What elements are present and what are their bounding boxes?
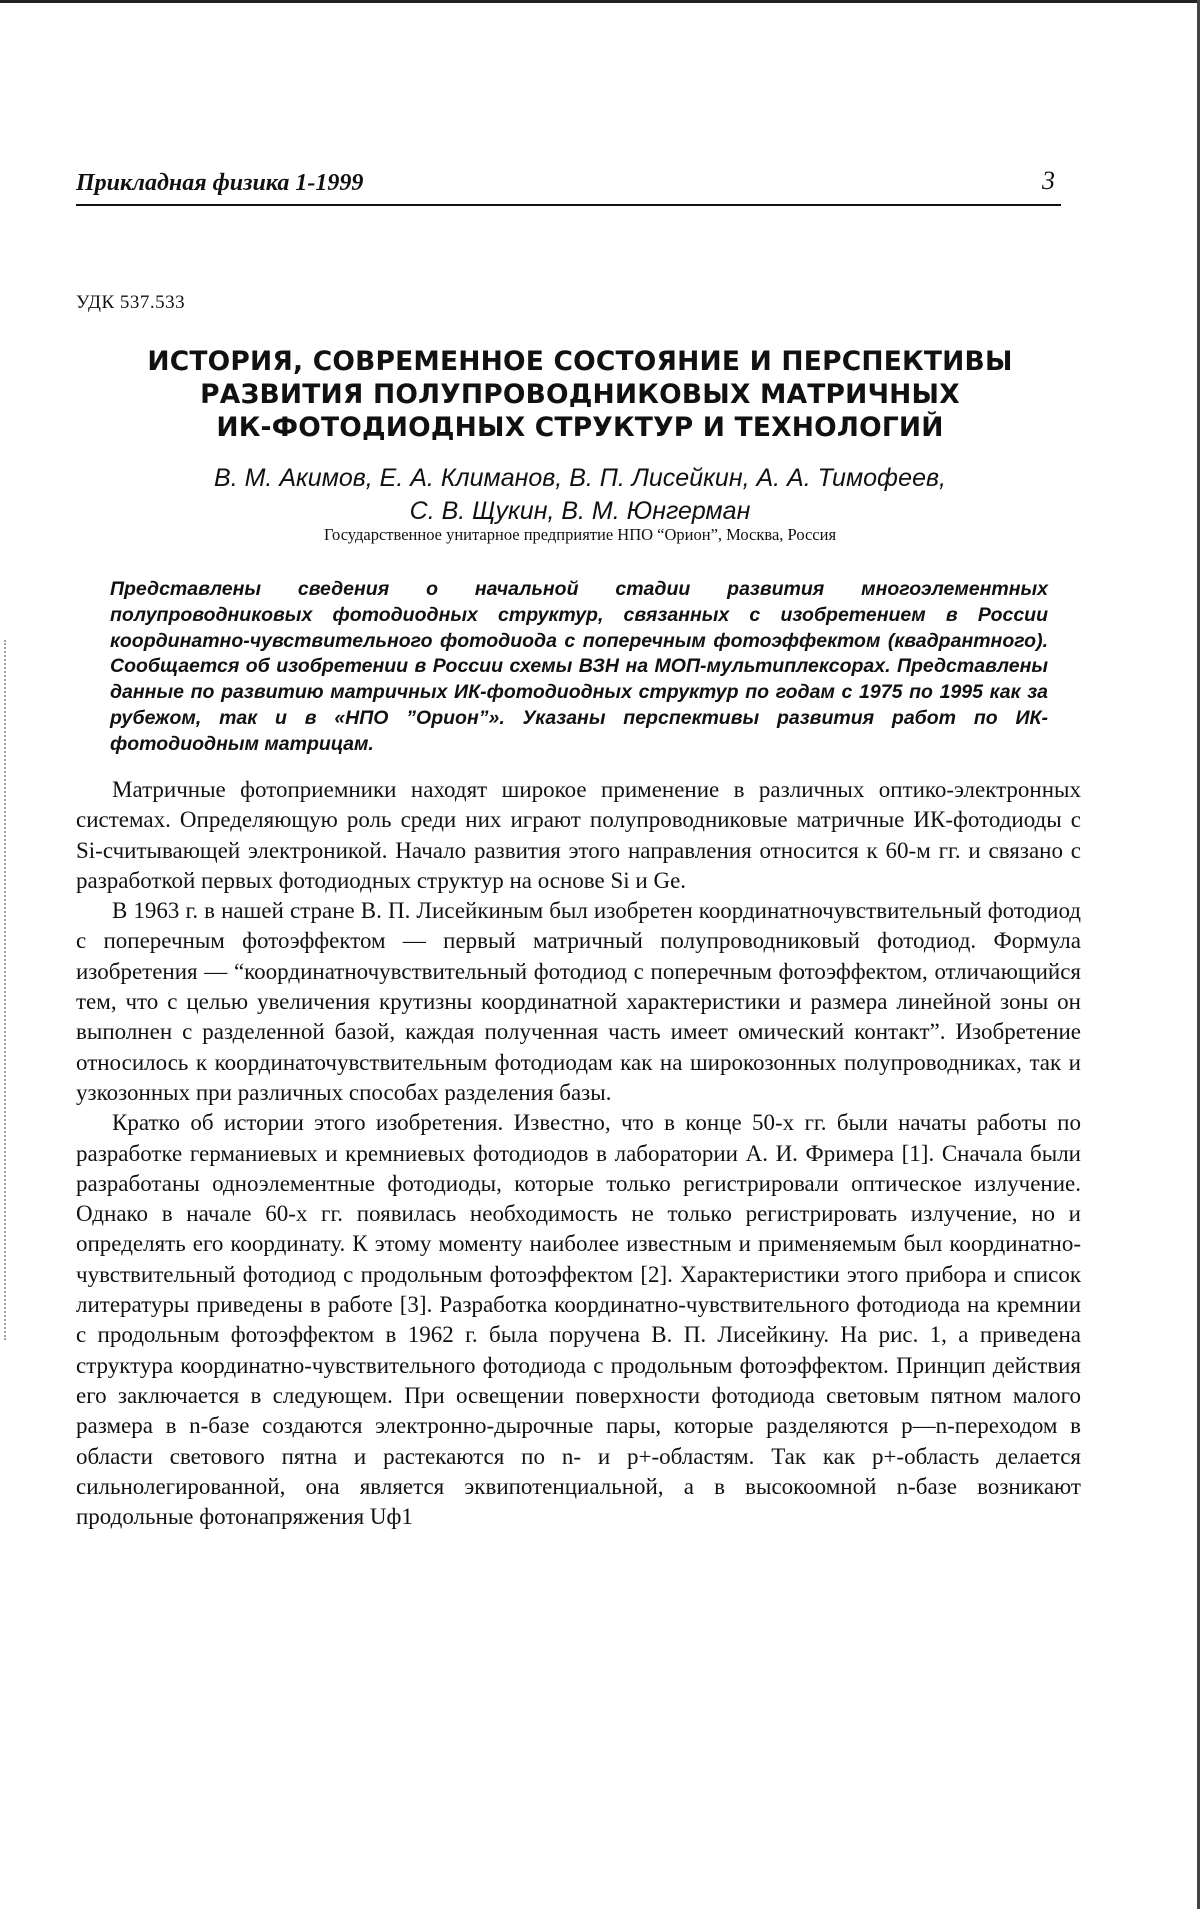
body-text <box>76 775 1081 1532</box>
authors-line: С. В. Щукин, В. М. Юнгерман <box>409 497 751 525</box>
scan-top-edge <box>0 0 1200 3</box>
authors-line: В. М. Акимов, Е. А. Климанов, В. П. Лисейкин, А. А. Тимофеев, <box>214 464 946 492</box>
scan-left-specks <box>4 640 9 1340</box>
udk-code: УДК 537.533 <box>76 292 186 313</box>
journal-name: Прикладная физика 1-1999 <box>76 170 364 196</box>
title-line: ИК-ФОТОДИОДНЫХ СТРУКТУР И ТЕХНОЛОГИЙ <box>216 412 944 443</box>
body-paragraph: Кратко об истории этого изобретения. Известно, что в конце 50-х гг. были начаты работы по разработке германиевых и кремниевых фотодиодов в лаборатории А. И. Фримера [1]. Сначала были разработаны одноэлементные фотодиоды, которые только регистрировали оптическое излучение. Однако в начале 60-х гг. появилась необходимость не только регистрировать излучение, но и определять его координату. К этому моменту наиболее известным и применяемым был координатно-чувствительный фотодиод с продольным фотоэффектом [2]. Характеристики этого прибора и список литературы приведены в работе [3]. Разработка координатно-чувствительного фотодиода на кремнии с продольным фотоэффектом в 1962 г. была поручена В. П. Лисейкину. На рис. 1, а приведена структура координатно-чувствительного фотодиода с продольным фотоэффектом. Принцип действия его заключается в следующем. При освещении поверхности фотодиода световым пятном малого размера в n-базе создаются электронно-дырочные пары, которые разделяются p—n-переходом в области светового пятна и растекаются по n- и p+-областям. Так как p+-область делается сильнолегированной, она является эквипотенциальной, а в высокоомной n-базе возникают продольные фотонапряжения Uф1 <box>76 1110 1081 1530</box>
authors <box>100 462 1060 528</box>
abstract: Представлены сведения о начальной стадии развития многоэлементных полупроводниковых фотодиодных структур, связанных с изобретением в России координатно-чувствительного фотодиода с поперечным фотоэффектом (квадрантного). Сообщается об изобретении в России схемы ВЗН на МОП-мультиплексорах. Представлены данные по развитию матричных ИК-фотодиодных структур по годам с 1975 по 1995 как за рубежом, так и в «НПО ”Орион”». Указаны перспективы развития работ по ИК-фотодиодным матрицам. <box>110 578 1048 755</box>
title-line: ИСТОРИЯ, СОВРЕМЕННОЕ СОСТОЯНИЕ И ПЕРСПЕКТИВЫ <box>147 346 1013 377</box>
article-title <box>100 345 1060 444</box>
body-paragraph: Матричные фотоприемники находят широкое применение в различных оптико-электронных системах. Определяющую роль среди них играют полупроводниковые матричные ИК-фотодиоды с Si-считывающей электроникой. Начало развития этого направления относится к 60-м гг. и связано с разработкой первых фотодиодных структур на основе Si и Ge. <box>76 777 1081 893</box>
affiliation: Государственное унитарное предприятие НПО “Орион”, Москва, Россия <box>323 525 837 544</box>
page-number: 3 <box>1042 166 1055 195</box>
body-paragraph: В 1963 г. в нашей стране В. П. Лисейкиным был изобретен координатночувствительный фотодиод с поперечным фотоэффектом — первый матричный полупроводниковый фотодиод. Формула изобретения — “координатночувствительный фотодиод с поперечным фотоэффектом, отличающийся тем, что с целью увеличения крутизны координатной характеристики и размера линейной зоны он выполнен с разделенной базой, каждая полученная часть имеет омический контакт”. Изобретение относилось к координаточувствительным фотодиодам как на широкозонных полупроводниках, так и узкозонных при различных способах разделения базы. <box>76 898 1081 1105</box>
title-line: РАЗВИТИЯ ПОЛУПРОВОДНИКОВЫХ МАТРИЧНЫХ <box>200 379 960 410</box>
running-header <box>76 166 1061 206</box>
